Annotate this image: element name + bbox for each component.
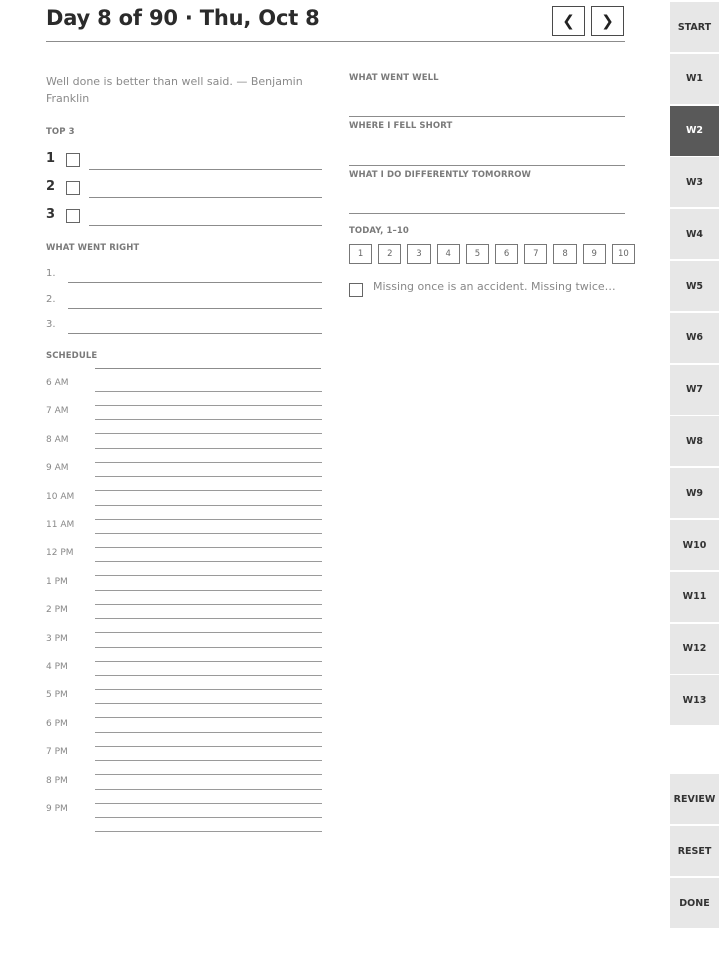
schedule-time: 2 PM — [46, 605, 68, 616]
top3-checkbox[interactable] — [66, 209, 80, 223]
top3-checkbox[interactable] — [66, 181, 80, 195]
schedule-time: 7 AM — [46, 406, 69, 417]
schedule-time: 7 PM — [46, 747, 68, 758]
schedule-input-first-half[interactable] — [95, 419, 322, 420]
tab-w8[interactable]: W8 — [670, 416, 719, 466]
schedule-slot — [46, 747, 322, 775]
tab-w5[interactable]: W5 — [670, 261, 719, 311]
schedule-input-first-half[interactable] — [95, 533, 322, 534]
schedule-input-first-half[interactable] — [95, 476, 322, 477]
schedule-input-second-half[interactable] — [95, 831, 322, 832]
schedule-input-first-half[interactable] — [95, 448, 322, 449]
rating-label: TODAY, 1–10 — [349, 226, 409, 236]
tab-w12[interactable]: W12 — [670, 624, 719, 674]
tab-w6[interactable]: W6 — [670, 313, 719, 363]
schedule-label: SCHEDULE — [46, 351, 98, 361]
schedule-slot — [46, 776, 322, 804]
schedule-input-first-half[interactable] — [95, 675, 322, 676]
reset-button[interactable]: RESET — [670, 826, 719, 876]
schedule-time: 1 PM — [46, 576, 68, 587]
schedule-time: 8 PM — [46, 775, 68, 786]
schedule-time: 5 PM — [46, 690, 68, 701]
habit-item — [349, 280, 629, 300]
schedule-input-first-half[interactable] — [95, 647, 322, 648]
schedule-slot — [46, 804, 322, 832]
went-right-number: 3. — [46, 319, 56, 330]
tab-start[interactable]: START — [670, 2, 719, 52]
rating-option-2[interactable]: 2 — [378, 244, 401, 264]
schedule-time: 6 PM — [46, 718, 68, 729]
tab-w13[interactable]: W13 — [670, 675, 719, 725]
schedule-slot — [46, 605, 322, 633]
rating-option-7[interactable]: 7 — [524, 244, 547, 264]
chevron-right-icon: ❯ — [601, 12, 614, 30]
tab-w1[interactable]: W1 — [670, 54, 719, 104]
rating-option-1[interactable]: 1 — [349, 244, 372, 264]
schedule-input-first-half[interactable] — [95, 561, 322, 562]
habit-checkbox[interactable] — [349, 283, 363, 297]
schedule-slot — [46, 378, 322, 406]
schedule-time: 6 AM — [46, 378, 69, 388]
schedule-slot — [46, 492, 322, 520]
next-day-button[interactable] — [591, 6, 624, 36]
rating-option-4[interactable]: 4 — [437, 244, 460, 264]
top3-input[interactable] — [89, 225, 322, 226]
went-right-number: 2. — [46, 293, 56, 305]
top3-number: 1 — [46, 151, 56, 166]
schedule-input-first-half[interactable] — [95, 789, 322, 790]
top3-item — [46, 179, 322, 201]
rating-option-10[interactable]: 10 — [612, 244, 635, 264]
schedule-time: 11 AM — [46, 520, 75, 530]
week-sidebar — [670, 0, 720, 959]
do-differently-input[interactable] — [349, 213, 625, 214]
rating-option-5[interactable]: 5 — [466, 244, 489, 264]
fell-short-label: WHERE I FELL SHORT — [349, 121, 453, 131]
rating-option-3[interactable]: 3 — [407, 244, 430, 264]
do-differently-label: WHAT I DO DIFFERENTLY TOMORROW — [349, 170, 532, 180]
schedule-slot — [46, 662, 322, 690]
schedule-time: 12 PM — [46, 548, 74, 559]
schedule-slot — [46, 577, 322, 605]
schedule-slot — [46, 520, 322, 548]
schedule-input-first-half[interactable] — [95, 703, 322, 704]
schedule-slot — [46, 690, 322, 718]
schedule-slot — [46, 406, 322, 434]
top3-input[interactable] — [89, 169, 322, 170]
went-well-label: WHAT WENT WELL — [349, 73, 439, 83]
done-button[interactable]: DONE — [670, 878, 719, 928]
top3-label: TOP 3 — [46, 127, 75, 137]
went-right-number: 1. — [46, 268, 56, 279]
went-right-item — [46, 268, 322, 288]
review-button[interactable]: REVIEW — [670, 774, 719, 824]
daily-quote: Well done is better than well said. — Benjamin Franklin — [46, 75, 303, 105]
top3-number: 2 — [46, 179, 56, 194]
schedule-input-first-half[interactable] — [95, 618, 322, 619]
previous-day-button[interactable] — [552, 6, 585, 36]
schedule-time: 3 PM — [46, 633, 68, 644]
tab-w2[interactable]: W2 — [670, 106, 719, 156]
schedule-time: 4 PM — [46, 662, 68, 672]
schedule-slot — [46, 463, 322, 491]
went-right-input[interactable] — [68, 333, 322, 334]
went-right-label: WHAT WENT RIGHT — [46, 243, 140, 253]
top3-input[interactable] — [89, 197, 322, 198]
chevron-left-icon: ❮ — [562, 12, 575, 30]
habit-text: Missing once is an accident. Missing twice… — [373, 280, 616, 293]
tab-w3[interactable]: W3 — [670, 157, 719, 207]
schedule-time: 8 AM — [46, 434, 69, 445]
went-right-input[interactable] — [68, 282, 322, 283]
schedule-slot — [46, 548, 322, 576]
schedule-input-first-half[interactable] — [95, 732, 322, 733]
schedule-time: 9 AM — [46, 463, 69, 474]
schedule-input-first-half[interactable] — [95, 760, 322, 761]
top3-number: 3 — [46, 207, 56, 222]
schedule-time: 9 PM — [46, 804, 68, 814]
tab-w4[interactable]: W4 — [670, 209, 719, 259]
schedule-input-first-half[interactable] — [95, 590, 322, 591]
page-title: Day 8 of 90 · Thu, Oct 8 — [46, 6, 320, 30]
schedule-top-line — [95, 368, 321, 369]
tab-w10[interactable]: W10 — [670, 520, 719, 570]
schedule-time: 10 AM — [46, 491, 75, 502]
top3-item — [46, 151, 322, 173]
went-well-input[interactable] — [349, 116, 625, 117]
tab-w9[interactable]: W9 — [670, 468, 719, 518]
fell-short-input[interactable] — [349, 165, 625, 166]
top3-item — [46, 207, 322, 229]
schedule-input-first-half[interactable] — [95, 505, 322, 506]
schedule-input-first-half[interactable] — [95, 391, 322, 392]
schedule-input-first-half[interactable] — [95, 817, 322, 818]
top3-checkbox[interactable] — [66, 153, 80, 167]
schedule-slot — [46, 719, 322, 747]
rating-option-6[interactable]: 6 — [495, 244, 518, 264]
went-right-item — [46, 319, 322, 339]
tab-w7[interactable]: W7 — [670, 365, 719, 415]
tab-w11[interactable]: W11 — [670, 572, 719, 622]
rating-option-9[interactable]: 9 — [583, 244, 606, 264]
went-right-item — [46, 294, 322, 314]
page-header — [46, 0, 625, 42]
rating-scale — [349, 244, 635, 264]
rating-option-8[interactable]: 8 — [553, 244, 576, 264]
went-right-input[interactable] — [68, 308, 322, 309]
schedule-slot — [46, 435, 322, 463]
schedule-slot — [46, 634, 322, 662]
